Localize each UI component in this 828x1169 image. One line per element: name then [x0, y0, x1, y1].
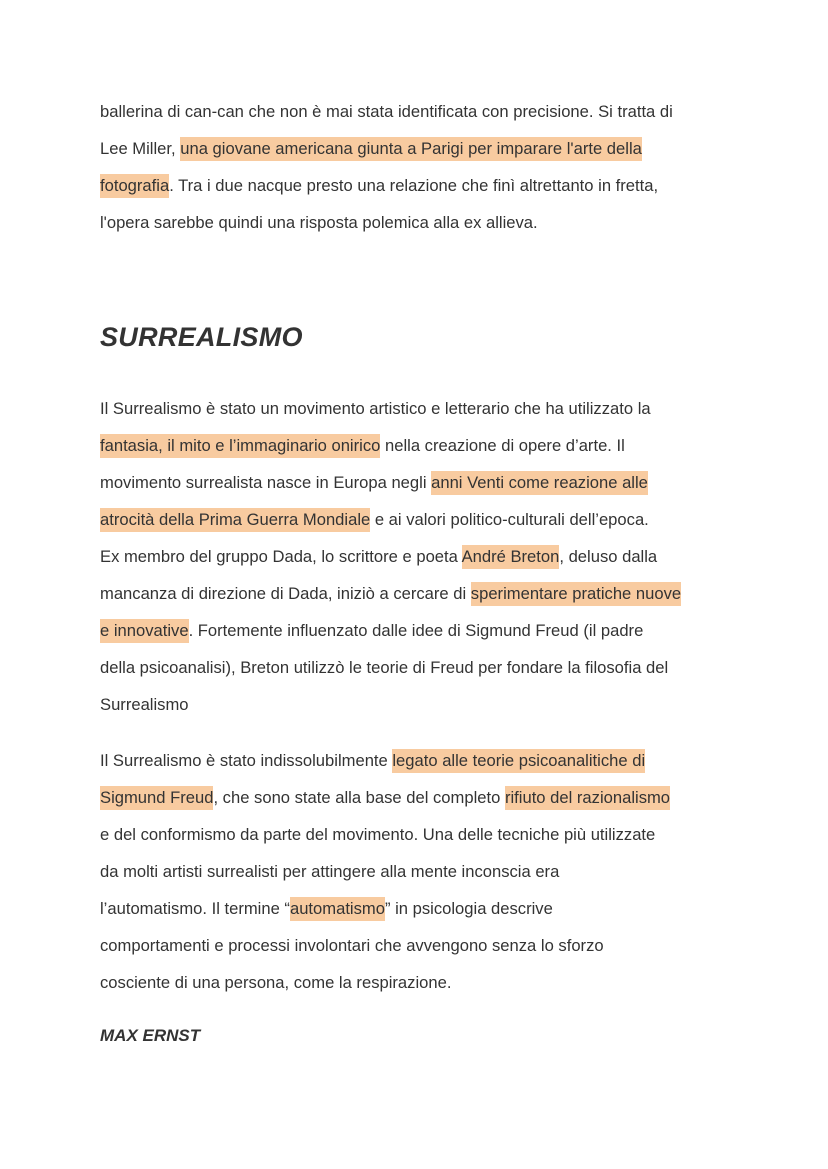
text-line: [100, 896, 553, 922]
body-text: Il Surrealismo è stato un movimento artistico e letterario che ha utilizzato la: [100, 399, 651, 418]
text-line: [100, 136, 642, 162]
body-text: comportamenti e processi involontari che avvengono senza lo sforzo: [100, 936, 604, 955]
text-line: [100, 933, 604, 959]
body-text: Il Surrealismo è stato indissolubilmente: [100, 751, 393, 770]
body-text: , deluso dalla: [559, 547, 658, 566]
text-line: [100, 748, 645, 774]
body-text: mancanza di direzione di Dada, iniziò a cercare di: [100, 584, 471, 603]
highlighted-text: e innovative: [100, 619, 189, 643]
text-line: [100, 433, 625, 459]
body-text: da molti artisti surrealisti per attingere alla mente inconscia era: [100, 862, 560, 881]
highlighted-text: sperimentare pratiche nuove: [471, 582, 681, 606]
body-text: . Fortemente influenzato dalle idee di Sigmund Freud (il padre: [188, 621, 644, 640]
highlighted-text: atrocità della Prima Guerra Mondiale: [100, 508, 370, 532]
text-line: [100, 822, 655, 848]
body-text: nella creazione di opere d’arte. Il: [380, 436, 625, 455]
body-text: , che sono state alla base del completo: [213, 788, 505, 807]
body-text: Ex membro del gruppo Dada, lo scrittore e poeta: [100, 547, 462, 566]
text-line: [100, 692, 189, 718]
section-heading: SURREALISMO: [100, 322, 303, 352]
highlighted-text: rifiuto del razionalismo: [505, 786, 670, 810]
body-text: l'opera sarebbe quindi una risposta polemica alla ex allieva.: [100, 213, 538, 232]
highlighted-text: anni Venti come reazione alle: [431, 471, 648, 495]
body-text: e ai valori politico-culturali dell’epoca.: [370, 510, 649, 529]
body-text: Surrealismo: [100, 695, 189, 714]
body-text: . Tra i due nacque presto una relazione che finì altrettanto in fretta,: [169, 176, 659, 195]
body-text: l’automatismo. Il termine “: [100, 899, 290, 918]
body-text: cosciente di una persona, come la respirazione.: [100, 973, 452, 992]
body-text: Lee Miller,: [100, 139, 181, 158]
body-text: movimento surrealista nasce in Europa negli: [100, 473, 432, 492]
text-line: [100, 655, 668, 681]
subsection-heading: MAX ERNST: [100, 1026, 201, 1045]
text-line: [100, 859, 559, 885]
text-line: [100, 396, 651, 422]
highlighted-text: una giovane americana giunta a Parigi per imparare l'arte della: [180, 137, 642, 161]
text-line: [100, 173, 658, 199]
text-line: [100, 507, 649, 533]
text-line: [100, 210, 538, 236]
text-line: [100, 99, 673, 125]
text-line: [100, 470, 648, 496]
highlighted-text: legato alle teorie psicoanalitiche di: [392, 749, 645, 773]
highlighted-text: Sigmund Freud: [100, 786, 213, 810]
text-line: [100, 970, 451, 996]
body-text: della psicoanalisi), Breton utilizzò le teorie di Freud per fondare la filosofia del: [100, 658, 669, 677]
highlighted-text: fotografia: [100, 174, 169, 198]
highlighted-text: fantasia, il mito e l’immaginario onirico: [100, 434, 380, 458]
body-text: ballerina di can-can che non è mai stata identificata con precisione. Si tratta di: [100, 102, 673, 121]
text-line: [100, 785, 670, 811]
highlighted-text: André Breton: [462, 545, 560, 569]
text-line: [100, 618, 643, 644]
text-line: [100, 581, 681, 607]
highlighted-text: automatismo: [290, 897, 385, 921]
body-text: e del conformismo da parte del movimento. Una delle tecniche più utilizzate: [100, 825, 656, 844]
body-text: ” in psicologia descrive: [384, 899, 553, 918]
text-line: [100, 544, 657, 570]
